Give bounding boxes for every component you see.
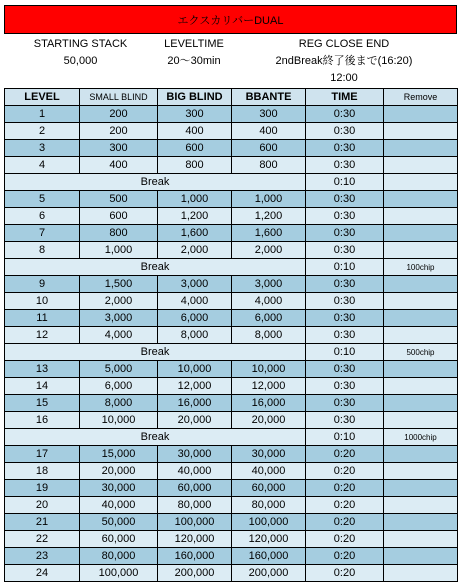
remove-note (384, 480, 458, 497)
col-header-small-blind: SMALL BLIND (80, 89, 158, 106)
remove-note (384, 327, 458, 344)
remove-note (384, 157, 458, 174)
remove-note (384, 378, 458, 395)
remove-note (384, 191, 458, 208)
remove-note (384, 310, 458, 327)
level-time: 0:20 (306, 497, 384, 514)
remove-note (384, 548, 458, 565)
break-label: Break (5, 174, 306, 191)
level-number: 20 (5, 497, 80, 514)
level-time: 0:20 (306, 514, 384, 531)
big-blind-value: 40,000 (158, 463, 232, 480)
big-blind-value: 8,000 (158, 327, 232, 344)
bbante-value: 300 (232, 106, 306, 123)
break-row (5, 429, 458, 446)
level-time: 0:30 (306, 106, 384, 123)
level-number: 14 (5, 378, 80, 395)
leveltime-value: 20～30min (167, 55, 221, 67)
level-row (5, 565, 458, 582)
level-number: 3 (5, 140, 80, 157)
small-blind-value: 600 (80, 208, 158, 225)
small-blind-value: 6,000 (80, 378, 158, 395)
level-row (5, 225, 458, 242)
big-blind-value: 2,000 (158, 242, 232, 259)
level-time: 0:30 (306, 208, 384, 225)
level-number: 2 (5, 123, 80, 140)
small-blind-value: 2,000 (80, 293, 158, 310)
level-number: 13 (5, 361, 80, 378)
bbante-value: 600 (232, 140, 306, 157)
level-number: 10 (5, 293, 80, 310)
level-number: 12 (5, 327, 80, 344)
level-row (5, 208, 458, 225)
big-blind-value: 80,000 (158, 497, 232, 514)
big-blind-value: 120,000 (158, 531, 232, 548)
level-row (5, 531, 458, 548)
break-chip-remove-note (384, 174, 458, 191)
remove-note (384, 463, 458, 480)
small-blind-value: 1,500 (80, 276, 158, 293)
small-blind-value: 50,000 (80, 514, 158, 531)
big-blind-value: 10,000 (158, 361, 232, 378)
level-row (5, 361, 458, 378)
bbante-value: 20,000 (232, 412, 306, 429)
bbante-value: 8,000 (232, 327, 306, 344)
col-header-bbante: BBANTE (232, 89, 306, 106)
level-number: 7 (5, 225, 80, 242)
level-time: 0:30 (306, 225, 384, 242)
remove-note (384, 497, 458, 514)
tournament-title-text: エクスカリバーDUAL (177, 14, 284, 27)
remove-note (384, 293, 458, 310)
big-blind-value: 30,000 (158, 446, 232, 463)
level-row (5, 412, 458, 429)
bbante-value: 120,000 (232, 531, 306, 548)
remove-note (384, 361, 458, 378)
info-labels-row (4, 36, 457, 53)
small-blind-value: 100,000 (80, 565, 158, 582)
leveltime-label: LEVELTIME (164, 38, 224, 50)
break-label: Break (5, 344, 306, 361)
starting-stack-value: 50,000 (63, 55, 98, 67)
small-blind-value: 5,000 (80, 361, 158, 378)
break-time: 0:10 (306, 344, 384, 361)
big-blind-value: 600 (158, 140, 232, 157)
bbante-value: 800 (232, 157, 306, 174)
bbante-value: 80,000 (232, 497, 306, 514)
break-row (5, 174, 458, 191)
break-label: Break (5, 259, 306, 276)
small-blind-value: 80,000 (80, 548, 158, 565)
bbante-value: 10,000 (232, 361, 306, 378)
break-label: Break (5, 429, 306, 446)
level-number: 16 (5, 412, 80, 429)
small-blind-value: 60,000 (80, 531, 158, 548)
remove-note (384, 531, 458, 548)
bbante-value: 6,000 (232, 310, 306, 327)
level-row (5, 140, 458, 157)
small-blind-value: 20,000 (80, 463, 158, 480)
level-time: 0:30 (306, 310, 384, 327)
level-row (5, 191, 458, 208)
level-number: 1 (5, 106, 80, 123)
blind-structure-sheet (4, 5, 457, 582)
level-number: 4 (5, 157, 80, 174)
level-row (5, 106, 458, 123)
small-blind-value: 200 (80, 123, 158, 140)
break-row (5, 259, 458, 276)
break-time: 0:10 (306, 429, 384, 446)
level-row (5, 327, 458, 344)
table-header-row (5, 89, 458, 106)
level-number: 21 (5, 514, 80, 531)
col-header-big-blind: BIG BLIND (158, 89, 232, 106)
remove-note (384, 208, 458, 225)
big-blind-value: 160,000 (158, 548, 232, 565)
remove-note (384, 242, 458, 259)
small-blind-value: 40,000 (80, 497, 158, 514)
level-number: 24 (5, 565, 80, 582)
bbante-value: 16,000 (232, 395, 306, 412)
level-time: 0:20 (306, 480, 384, 497)
small-blind-value: 15,000 (80, 446, 158, 463)
level-row (5, 548, 458, 565)
big-blind-value: 100,000 (158, 514, 232, 531)
small-blind-value: 8,000 (80, 395, 158, 412)
col-header-time: TIME (306, 89, 384, 106)
col-header-remove: Remove (384, 89, 458, 106)
level-row (5, 276, 458, 293)
break-time: 0:10 (306, 174, 384, 191)
level-row (5, 242, 458, 259)
level-time: 0:30 (306, 157, 384, 174)
remove-note (384, 225, 458, 242)
bbante-value: 1,000 (232, 191, 306, 208)
tournament-title (4, 5, 457, 34)
blind-schedule-table (4, 88, 458, 582)
small-blind-value: 200 (80, 106, 158, 123)
big-blind-value: 400 (158, 123, 232, 140)
level-time: 0:30 (306, 361, 384, 378)
big-blind-value: 300 (158, 106, 232, 123)
break-chip-remove-note: 100chip (384, 259, 458, 276)
level-time: 0:20 (306, 463, 384, 480)
level-time: 0:30 (306, 123, 384, 140)
level-number: 17 (5, 446, 80, 463)
remove-note (384, 140, 458, 157)
level-time: 0:30 (306, 395, 384, 412)
level-number: 8 (5, 242, 80, 259)
remove-note (384, 565, 458, 582)
bbante-value: 2,000 (232, 242, 306, 259)
remove-note (384, 412, 458, 429)
reg-close-label: REG CLOSE END (298, 38, 390, 50)
starting-stack-label: STARTING STACK (33, 38, 128, 50)
break-row (5, 344, 458, 361)
bbante-value: 200,000 (232, 565, 306, 582)
level-row (5, 446, 458, 463)
small-blind-value: 1,000 (80, 242, 158, 259)
level-number: 22 (5, 531, 80, 548)
big-blind-value: 1,600 (158, 225, 232, 242)
level-number: 5 (5, 191, 80, 208)
remove-note (384, 276, 458, 293)
big-blind-value: 4,000 (158, 293, 232, 310)
level-time: 0:30 (306, 276, 384, 293)
bbante-value: 1,200 (232, 208, 306, 225)
bbante-value: 60,000 (232, 480, 306, 497)
level-row (5, 123, 458, 140)
bbante-value: 160,000 (232, 548, 306, 565)
small-blind-value: 10,000 (80, 412, 158, 429)
level-row (5, 293, 458, 310)
remove-note (384, 446, 458, 463)
level-row (5, 378, 458, 395)
level-row (5, 514, 458, 531)
bbante-value: 4,000 (232, 293, 306, 310)
level-number: 6 (5, 208, 80, 225)
reg-close-time: 12:00 (330, 72, 358, 84)
remove-note (384, 514, 458, 531)
small-blind-value: 800 (80, 225, 158, 242)
level-time: 0:20 (306, 446, 384, 463)
big-blind-value: 200,000 (158, 565, 232, 582)
level-number: 9 (5, 276, 80, 293)
remove-note (384, 395, 458, 412)
small-blind-value: 300 (80, 140, 158, 157)
level-number: 11 (5, 310, 80, 327)
level-time: 0:30 (306, 293, 384, 310)
level-row (5, 480, 458, 497)
level-time: 0:20 (306, 565, 384, 582)
bbante-value: 1,600 (232, 225, 306, 242)
level-time: 0:30 (306, 378, 384, 395)
big-blind-value: 12,000 (158, 378, 232, 395)
level-row (5, 157, 458, 174)
big-blind-value: 1,000 (158, 191, 232, 208)
big-blind-value: 800 (158, 157, 232, 174)
break-chip-remove-note: 1000chip (384, 429, 458, 446)
level-number: 23 (5, 548, 80, 565)
bbante-value: 3,000 (232, 276, 306, 293)
big-blind-value: 16,000 (158, 395, 232, 412)
small-blind-value: 400 (80, 157, 158, 174)
level-number: 19 (5, 480, 80, 497)
level-number: 15 (5, 395, 80, 412)
level-time: 0:30 (306, 242, 384, 259)
level-time: 0:20 (306, 548, 384, 565)
info-values-row (4, 53, 457, 70)
small-blind-value: 3,000 (80, 310, 158, 327)
reg-close-value: 2ndBreak終了後まで(16:20) (275, 55, 413, 67)
bbante-value: 12,000 (232, 378, 306, 395)
big-blind-value: 60,000 (158, 480, 232, 497)
level-row (5, 463, 458, 480)
level-row (5, 395, 458, 412)
level-number: 18 (5, 463, 80, 480)
bbante-value: 100,000 (232, 514, 306, 531)
level-time: 0:20 (306, 531, 384, 548)
level-time: 0:30 (306, 191, 384, 208)
bbante-value: 400 (232, 123, 306, 140)
big-blind-value: 3,000 (158, 276, 232, 293)
remove-note (384, 106, 458, 123)
small-blind-value: 4,000 (80, 327, 158, 344)
small-blind-value: 500 (80, 191, 158, 208)
level-time: 0:30 (306, 140, 384, 157)
level-time: 0:30 (306, 412, 384, 429)
level-row (5, 310, 458, 327)
level-time: 0:30 (306, 327, 384, 344)
bbante-value: 30,000 (232, 446, 306, 463)
small-blind-value: 30,000 (80, 480, 158, 497)
remove-note (384, 123, 458, 140)
big-blind-value: 6,000 (158, 310, 232, 327)
info-time-row (4, 70, 457, 87)
big-blind-value: 1,200 (158, 208, 232, 225)
big-blind-value: 20,000 (158, 412, 232, 429)
break-time: 0:10 (306, 259, 384, 276)
break-chip-remove-note: 500chip (384, 344, 458, 361)
col-header-level: LEVEL (5, 89, 80, 106)
bbante-value: 40,000 (232, 463, 306, 480)
level-row (5, 497, 458, 514)
